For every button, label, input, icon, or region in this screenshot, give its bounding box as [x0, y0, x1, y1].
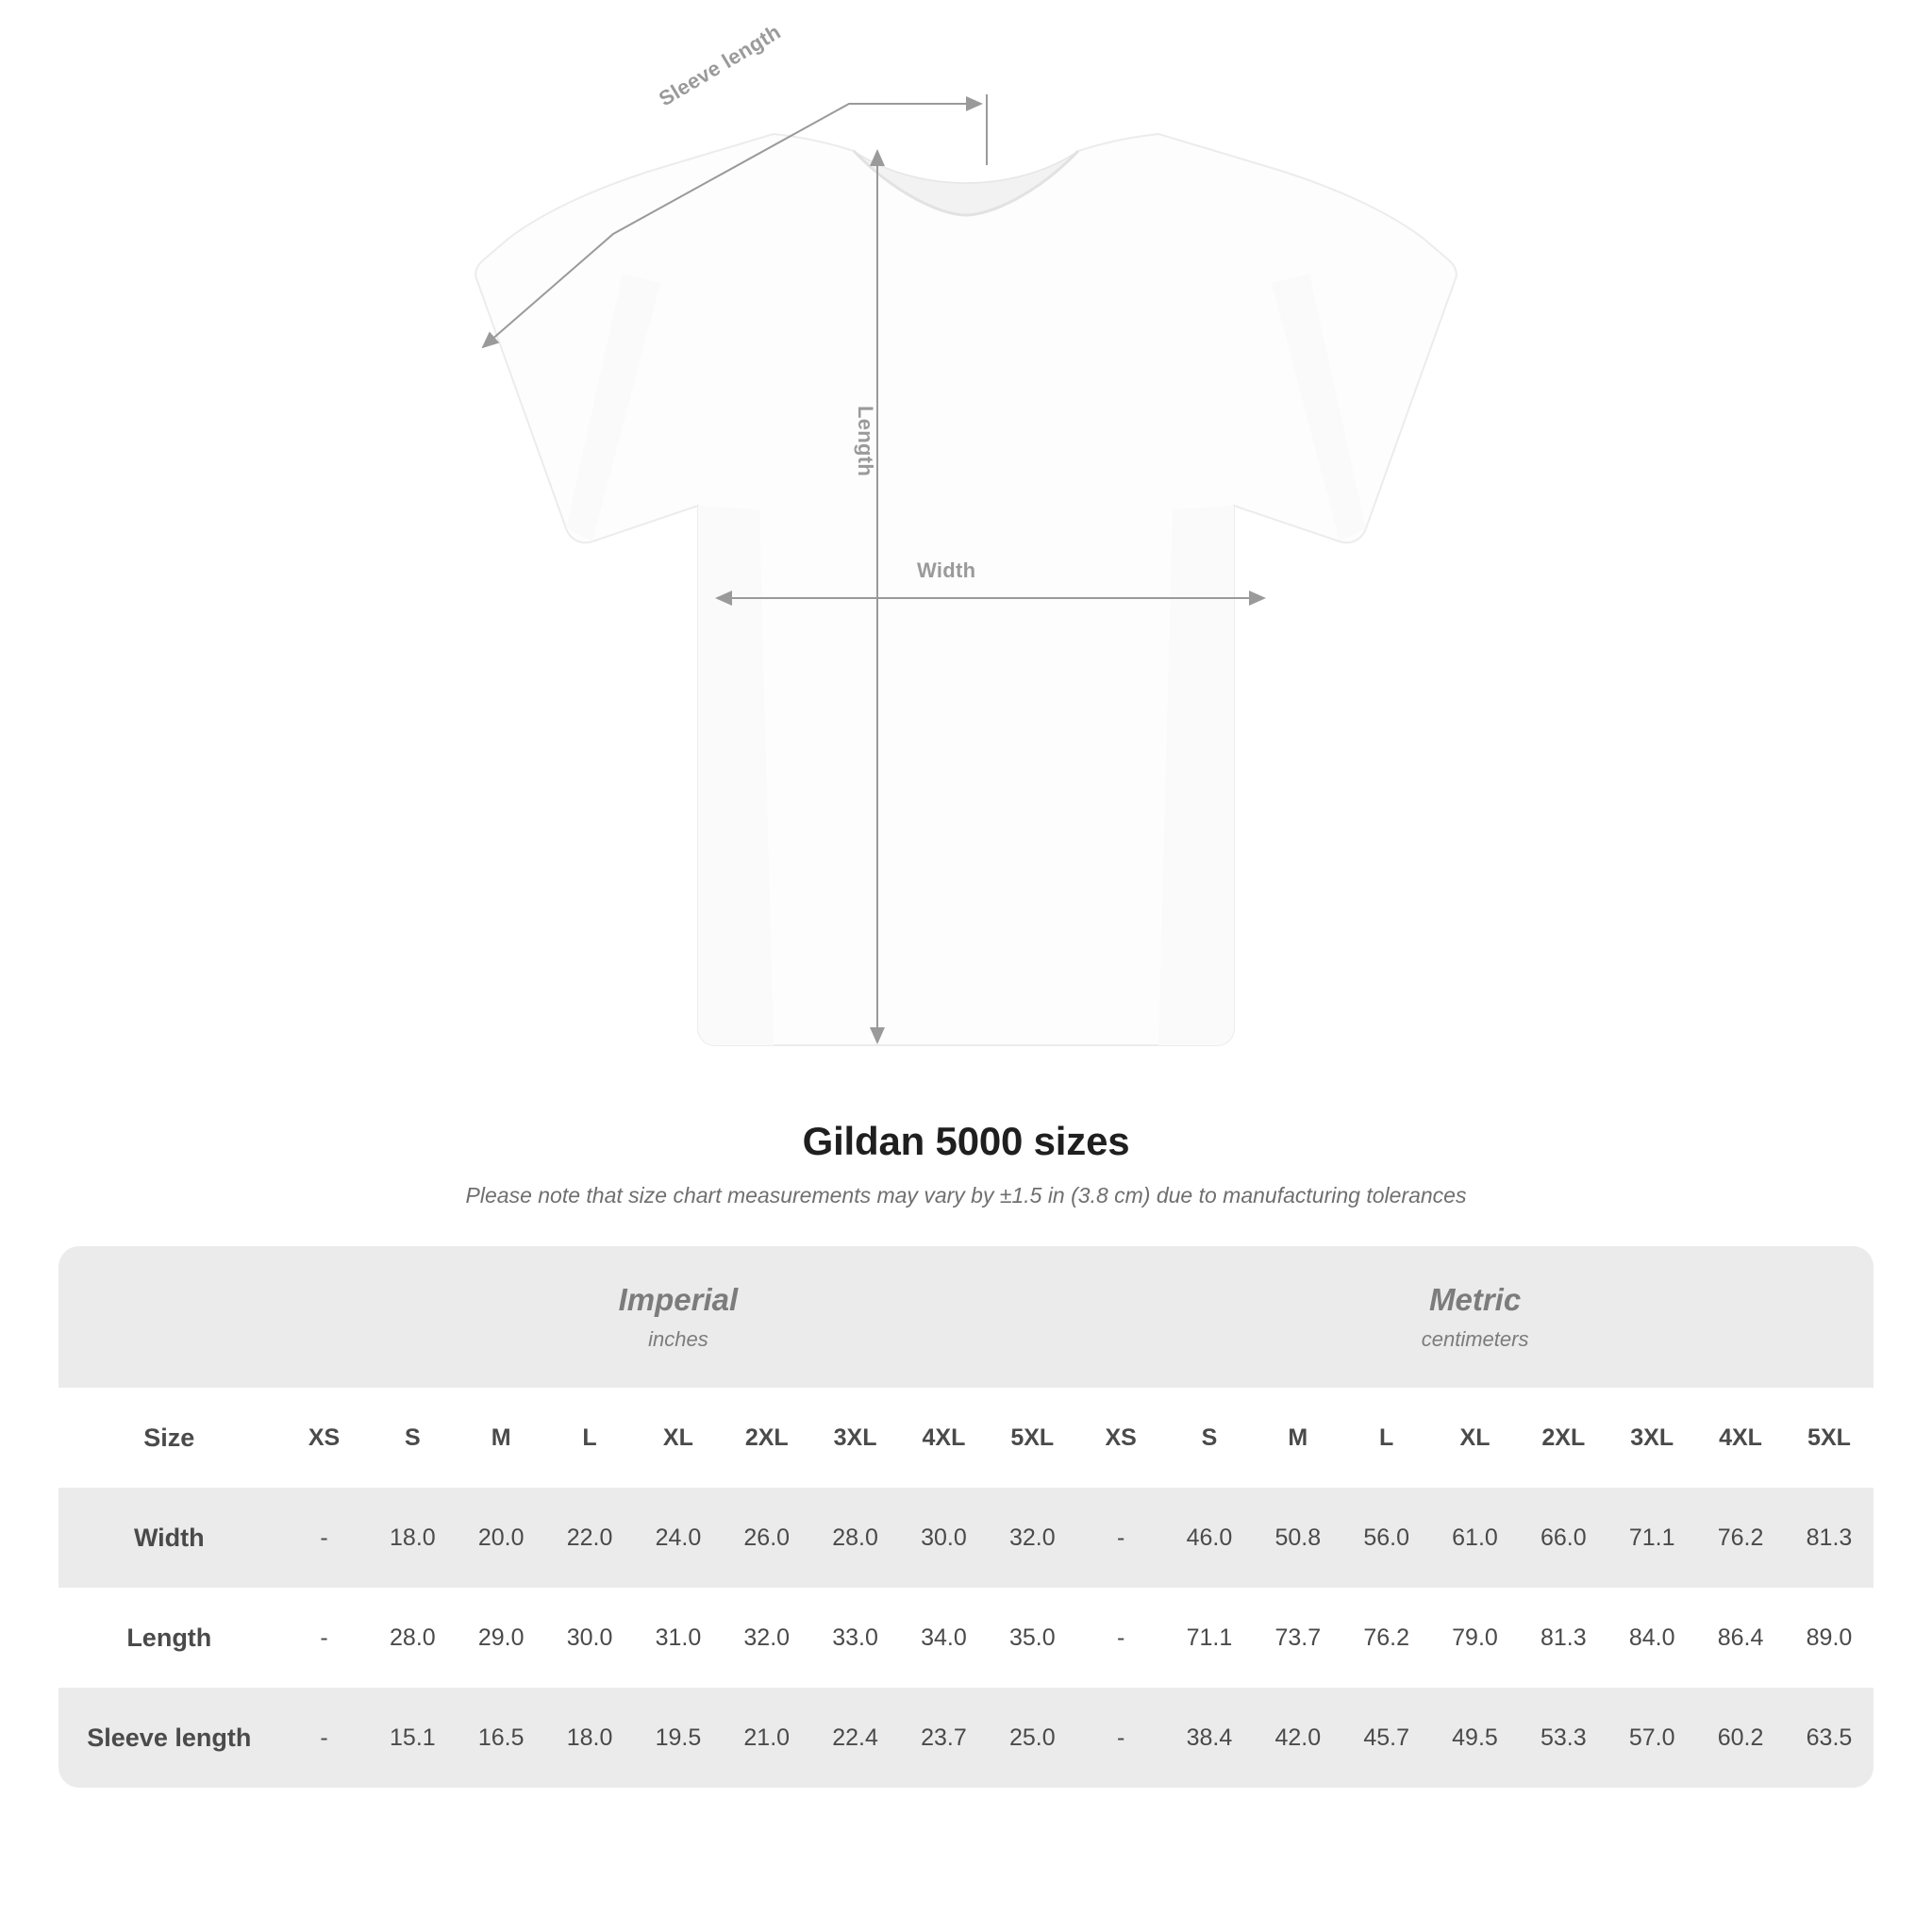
cell-length-metric-5xl: 89.0 [1806, 1624, 1853, 1651]
cell-sleeve-metric-xs: - [1076, 1688, 1165, 1788]
size-header-imperial-xl: XL [634, 1388, 723, 1488]
size-header-metric-xs: XS [1076, 1388, 1165, 1488]
cell-length-imperial-4xl: 34.0 [921, 1624, 967, 1651]
cell-sleeve-imperial-l: 18.0 [545, 1688, 634, 1788]
cell-width-imperial-xl: 24.0 [634, 1488, 723, 1588]
unit-metric-name: Metric [1429, 1282, 1522, 1317]
cell-width-imperial-m: 20.0 [457, 1488, 545, 1588]
row-label-length: Length [126, 1623, 212, 1652]
unit-imperial-sub: inches [648, 1327, 708, 1351]
row-label-sleeve-length: Sleeve length [58, 1688, 280, 1788]
tolerance-note: Please note that size chart measurements may vary by ±1.5 in (3.8 cm) due to manufacturing tolerances [465, 1183, 1467, 1208]
size-header-imperial-l: L [545, 1388, 634, 1488]
cell-width-metric-xs: - [1076, 1488, 1165, 1588]
cell-sleeve-imperial-2xl: 21.0 [723, 1688, 811, 1788]
cell-sleeve-metric-4xl: 60.2 [1696, 1688, 1785, 1788]
size-header-label: Size [58, 1388, 280, 1488]
table-row [58, 1588, 1874, 1688]
cell-length-imperial-m: 29.0 [477, 1624, 525, 1651]
size-header-metric-3xl: 3XL [1607, 1388, 1696, 1488]
size-header-metric-m: M [1254, 1388, 1342, 1488]
cell-width-imperial-4xl: 30.0 [900, 1488, 989, 1588]
unit-header-spacer [58, 1246, 280, 1388]
size-table-wrapper [58, 1246, 1874, 1788]
cell-length-imperial-l: 30.0 [566, 1624, 613, 1651]
cell-sleeve-imperial-4xl: 23.7 [900, 1688, 989, 1788]
row-label-width: Width [58, 1488, 280, 1588]
cell-width-metric-s: 46.0 [1165, 1488, 1254, 1588]
cell-sleeve-metric-s: 38.4 [1165, 1688, 1254, 1788]
width-label: Width [917, 558, 976, 582]
cell-width-metric-5xl: 81.3 [1785, 1488, 1874, 1588]
cell-length-metric-4xl: 86.4 [1717, 1624, 1764, 1651]
size-header-metric-2xl: 2XL [1519, 1388, 1607, 1488]
sleeve-length-label: Sleeve length [655, 19, 785, 111]
cell-length-metric-2xl: 81.3 [1541, 1624, 1587, 1651]
cell-sleeve-metric-5xl: 63.5 [1785, 1688, 1874, 1788]
cell-sleeve-imperial-m: 16.5 [457, 1688, 545, 1788]
size-header-metric-s: S [1165, 1388, 1254, 1488]
unit-header-row [58, 1246, 1874, 1388]
table-row [58, 1488, 1874, 1588]
cell-length-metric-xl: 79.0 [1452, 1624, 1498, 1651]
cell-sleeve-metric-xl: 49.5 [1431, 1688, 1520, 1788]
cell-width-imperial-s: 18.0 [368, 1488, 457, 1588]
cell-length-metric-xs: - [1116, 1624, 1125, 1651]
cell-length-metric-s: 71.1 [1186, 1624, 1233, 1651]
size-header-row [58, 1388, 1874, 1488]
size-table [58, 1246, 1874, 1788]
cell-length-imperial-2xl: 32.0 [743, 1624, 791, 1651]
cell-sleeve-metric-l: 45.7 [1342, 1688, 1431, 1788]
page-title: Gildan 5000 sizes [802, 1119, 1130, 1163]
unit-header-metric [1076, 1246, 1874, 1388]
cell-width-metric-4xl: 76.2 [1696, 1488, 1785, 1588]
cell-length-metric-l: 76.2 [1363, 1624, 1409, 1651]
cell-sleeve-imperial-5xl: 25.0 [988, 1688, 1076, 1788]
cell-sleeve-metric-m: 42.0 [1254, 1688, 1342, 1788]
unit-imperial-name: Imperial [618, 1282, 739, 1317]
cell-length-metric-m: 73.7 [1274, 1624, 1322, 1651]
size-header-metric-5xl: 5XL [1785, 1388, 1874, 1488]
cell-width-metric-xl: 61.0 [1431, 1488, 1520, 1588]
cell-length-imperial-5xl: 35.0 [1008, 1624, 1056, 1651]
size-header-metric-4xl: 4XL [1696, 1388, 1785, 1488]
cell-width-metric-3xl: 71.1 [1607, 1488, 1696, 1588]
cell-width-imperial-2xl: 26.0 [723, 1488, 811, 1588]
cell-width-imperial-l: 22.0 [545, 1488, 634, 1588]
cell-width-metric-2xl: 66.0 [1519, 1488, 1607, 1588]
cell-sleeve-imperial-3xl: 22.4 [811, 1688, 900, 1788]
cell-sleeve-metric-3xl: 57.0 [1607, 1688, 1696, 1788]
cell-sleeve-imperial-xs: - [280, 1688, 369, 1788]
cell-sleeve-imperial-s: 15.1 [368, 1688, 457, 1788]
cell-length-imperial-s: 28.0 [390, 1624, 436, 1651]
size-header-imperial-xs: XS [280, 1388, 369, 1488]
cell-sleeve-metric-2xl: 53.3 [1519, 1688, 1607, 1788]
cell-length-imperial-xl: 31.0 [655, 1624, 702, 1651]
size-header-imperial-m: M [457, 1388, 545, 1488]
cell-length-imperial-xs: - [320, 1624, 328, 1651]
table-row [58, 1688, 1874, 1788]
cell-length-metric-3xl: 84.0 [1628, 1624, 1675, 1651]
length-label: Length [854, 406, 877, 477]
cell-width-metric-l: 56.0 [1342, 1488, 1431, 1588]
cell-width-imperial-xs: - [280, 1488, 369, 1588]
cell-width-imperial-3xl: 28.0 [811, 1488, 900, 1588]
title-block [0, 1119, 1932, 1208]
unit-header-imperial [280, 1246, 1077, 1388]
size-header-imperial-s: S [368, 1388, 457, 1488]
cell-width-metric-m: 50.8 [1254, 1488, 1342, 1588]
cell-length-imperial-3xl: 33.0 [832, 1624, 878, 1651]
tshirt-shape [475, 134, 1457, 1045]
size-header-imperial-3xl: 3XL [811, 1388, 900, 1488]
size-header-metric-l: L [1342, 1388, 1431, 1488]
cell-width-imperial-5xl: 32.0 [988, 1488, 1076, 1588]
size-header-metric-xl: XL [1431, 1388, 1520, 1488]
cell-sleeve-imperial-xl: 19.5 [634, 1688, 723, 1788]
unit-metric-sub: centimeters [1421, 1327, 1529, 1351]
size-header-imperial-5xl: 5XL [988, 1388, 1076, 1488]
size-header-imperial-4xl: 4XL [900, 1388, 989, 1488]
size-header-imperial-2xl: 2XL [723, 1388, 811, 1488]
